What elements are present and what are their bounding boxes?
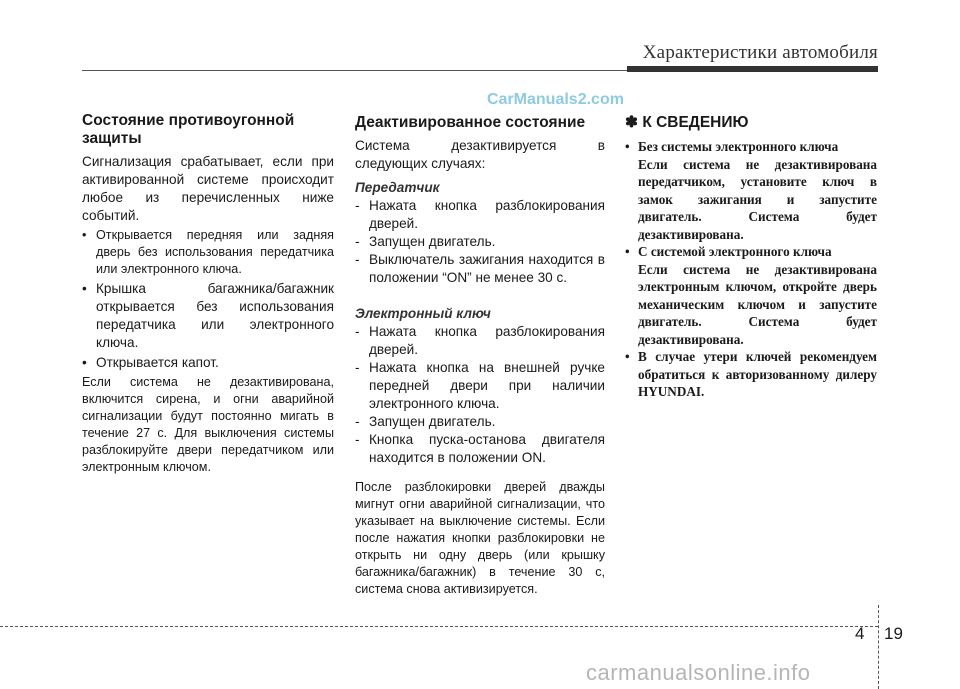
header-rule-thick [627, 66, 878, 72]
section-heading-deactivated: Деактивированное состояние [355, 114, 586, 131]
deactivated-intro: Система дезактивируется в следующих случаях: [355, 138, 605, 171]
notice-box [625, 114, 877, 401]
list-item: - Кнопка пуска-остановa двигателя находится в положении ON. [355, 432, 605, 465]
list-item: • Без системы электронного ключа Если система не дезактивирована передатчиком, установите ключ в замок зажигания и запустите двигатель. Система будет дезактивирована. [625, 139, 877, 242]
list-item: • В случае утери ключей рекомендуем обратиться к авторизованному дилеру HYUNDAI. [625, 349, 877, 399]
list-item: • Открывается передняя или задняя дверь без использования передатчика или электронного ключа. [82, 228, 334, 276]
list-item: - Выключатель зажигания находится в положении “ON” не менее 30 с. [355, 252, 605, 285]
footer-divider [0, 626, 878, 627]
alarm-intro: Сигнализация срабатывает, если при активированной системе происходит любое из перечисленных ниже событий. [82, 154, 334, 223]
watermark-top[interactable]: CarManuals2.com [487, 91, 624, 108]
list-item: • С системой электронного ключа Если система не дезактивирована электронным ключом, откройте дверь механическим ключом и запустите двигатель. Система будет дезактивирована. [625, 244, 877, 347]
bullet-icon: • [82, 281, 87, 296]
bullet-icon: • [625, 244, 630, 259]
bullet-icon: • [82, 228, 87, 242]
notice-heading-text: К СВЕДЕНИЮ [642, 114, 749, 131]
footer-vertical-divider [878, 605, 879, 689]
running-header-title: Характеристики автомобиля [642, 42, 878, 63]
list-item: - Запущен двигатель. [355, 414, 496, 429]
list-item: - Запущен двигатель. [355, 234, 496, 249]
bullet-icon: • [625, 349, 630, 364]
alarm-outro: Если система не дезактивирована, включится сирена, и огни аварийной сигнализации будут постоянно мигать в течение 27 с. Для выключения системы разблокируйте двери передатчиком или электронным ключом. [82, 375, 334, 474]
notice-heading [625, 114, 877, 132]
section-number: 4 [855, 624, 865, 643]
section-heading-alarm-state: Состояние противоугонной защиты [82, 112, 295, 147]
subheading-smart-key: Электронный ключ [355, 306, 491, 321]
page-number: 19 [884, 624, 903, 643]
middle-column [355, 114, 605, 598]
list-item: - Нажата кнопка разблокирования дверей. [355, 198, 605, 231]
left-column [82, 112, 334, 476]
header-rule-thin [82, 70, 627, 71]
list-item: • Открывается капот. [82, 355, 219, 370]
bullet-icon: • [625, 139, 630, 154]
asterisk-icon: ✽ [625, 114, 638, 131]
list-item: - Нажата кнопка разблокирования дверей. [355, 324, 605, 357]
deactivated-outro: После разблокировки дверей дважды мигнут огни аварийной сигнализации, что указывает на выключение системы. Если после нажатия кнопки разблокировки не открыть ни одну дверь (или крышку багажника/багажник) в течение 30 с, система снова активизируется. [355, 480, 605, 596]
list-item: - Нажата кнопка на внешней ручке передней двери при наличии электронного ключа. [355, 360, 605, 411]
watermark-bottom[interactable]: carmanualsonline.info [586, 660, 811, 685]
bullet-icon: • [82, 355, 87, 370]
subheading-transmitter: Передатчик [355, 180, 440, 195]
list-item: • Крышка багажника/багажник открывается без использования передатчика или электронного ключа. [82, 281, 334, 350]
